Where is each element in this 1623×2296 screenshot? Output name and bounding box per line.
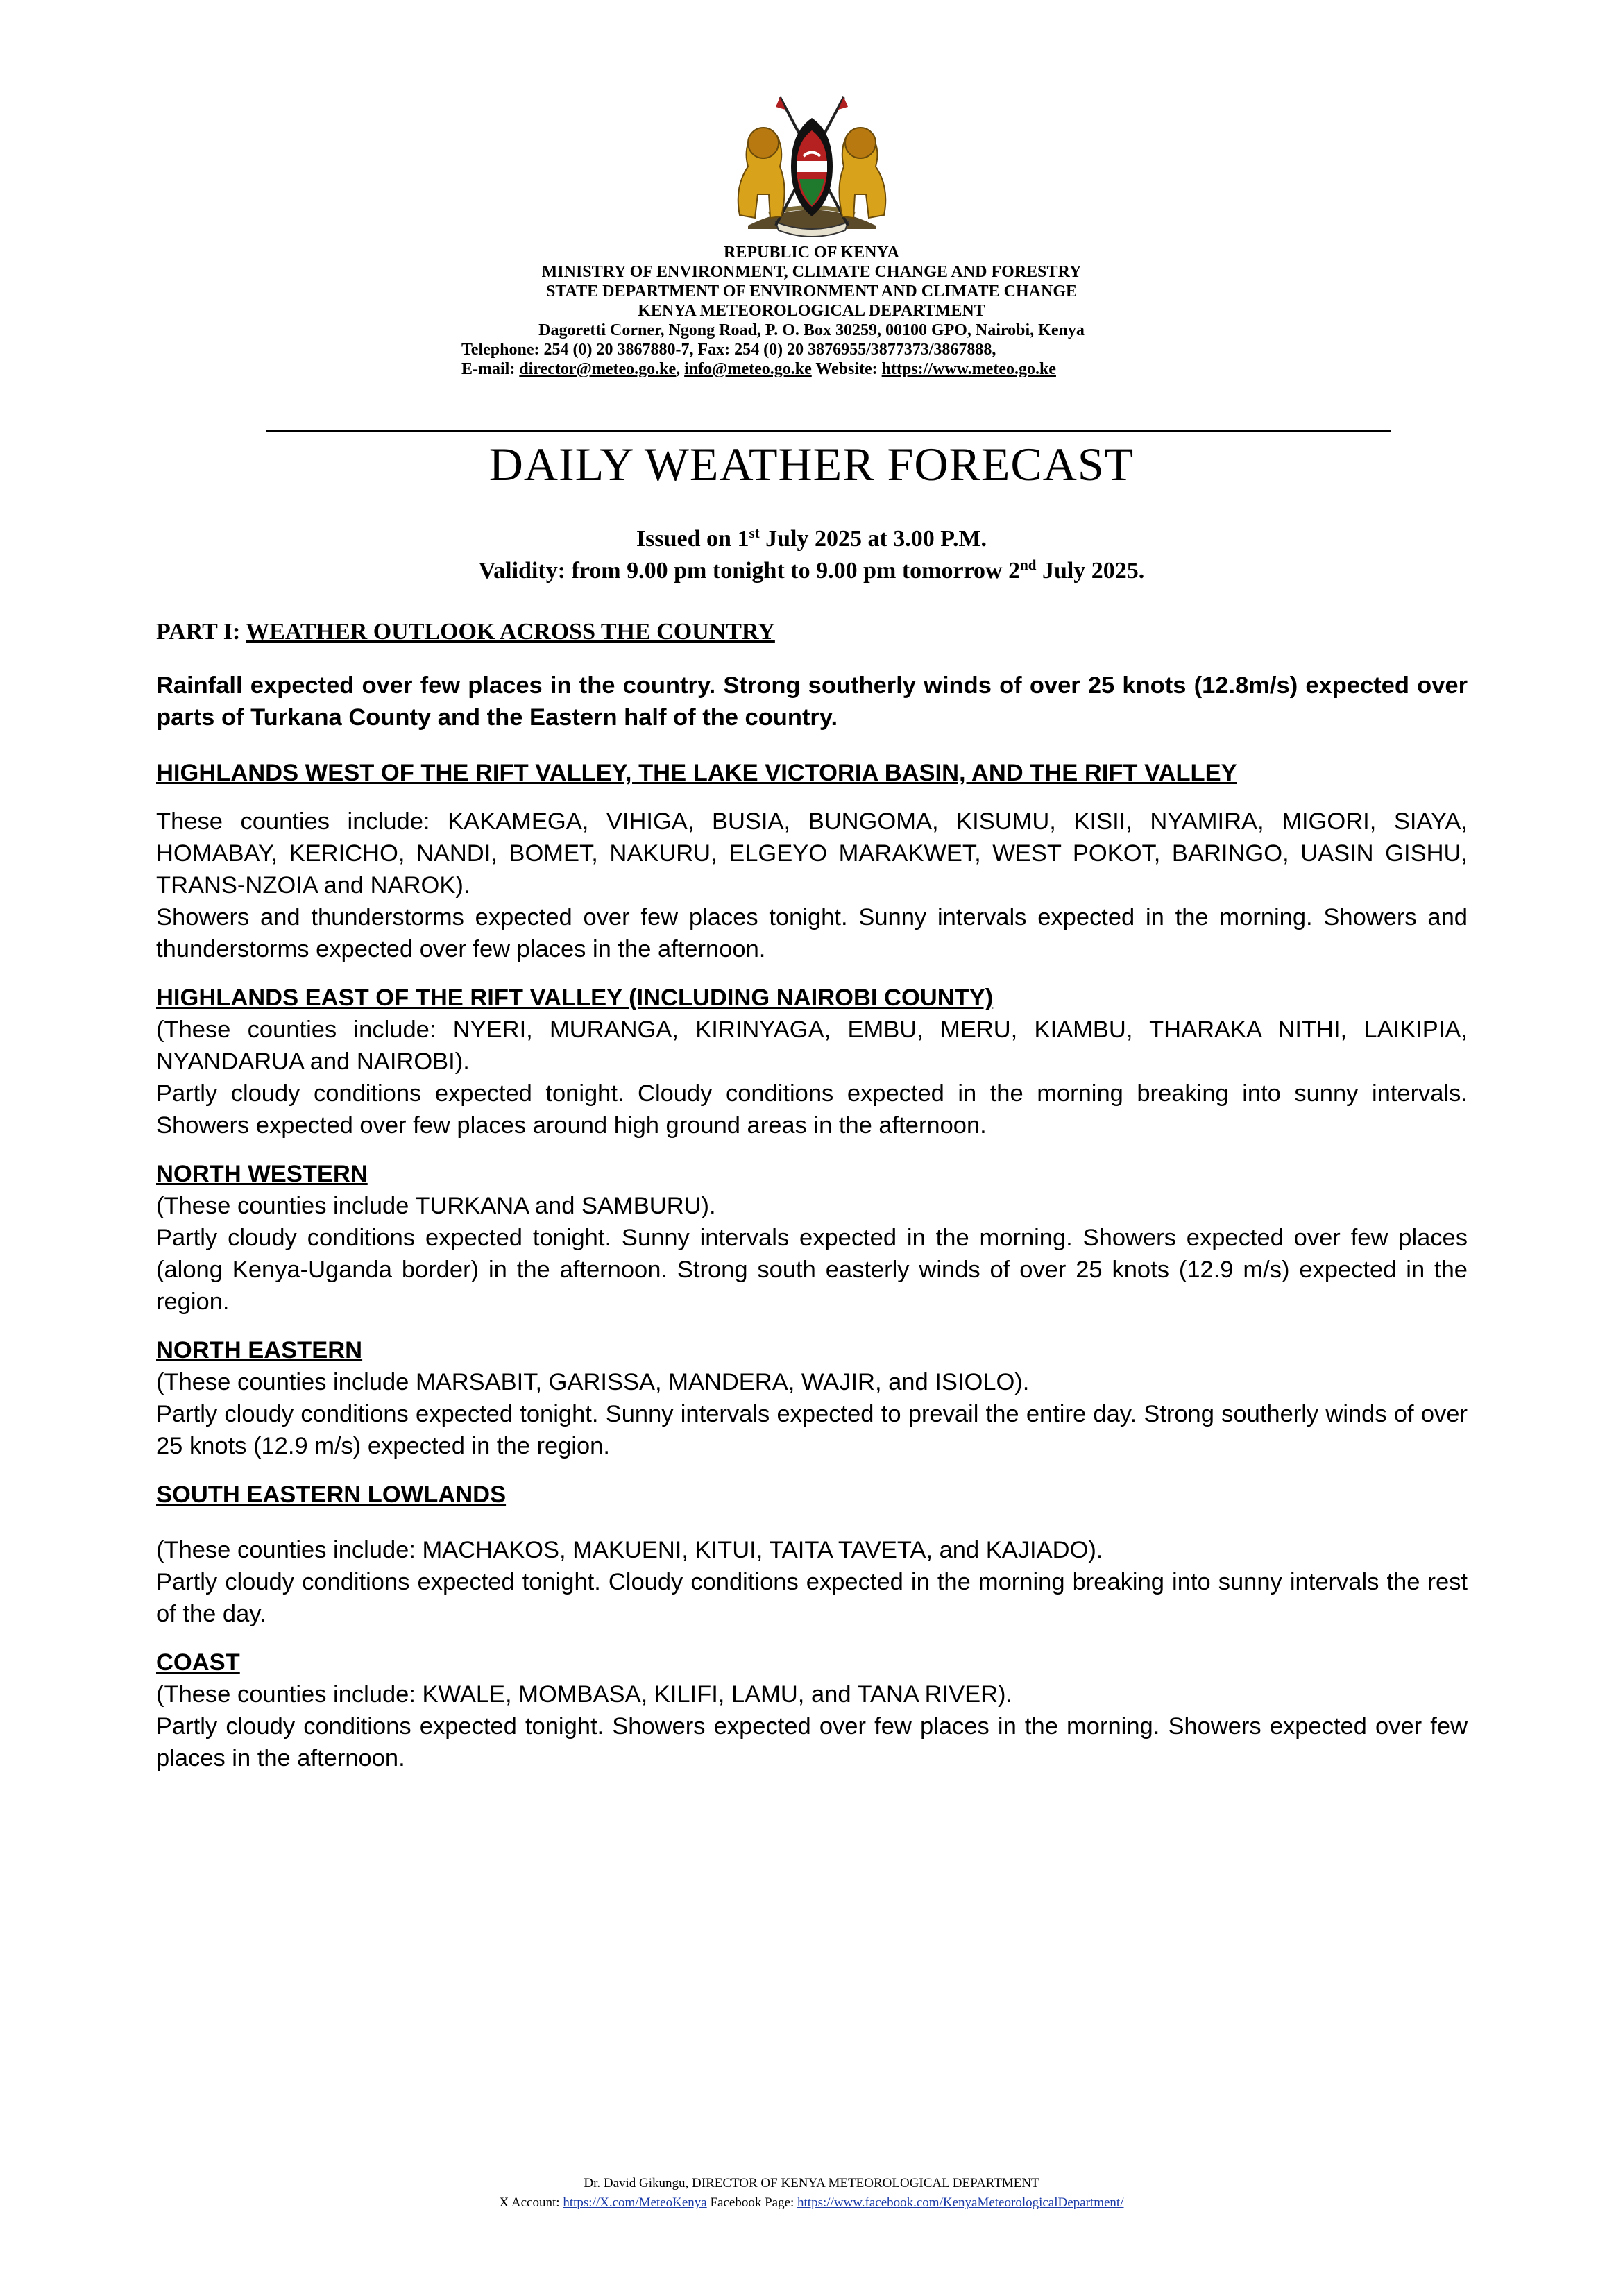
validity-ordinal: nd bbox=[1020, 556, 1037, 573]
outlook-summary: Rainfall expected over few places in the country. Strong southerly winds of over 25 knots (12.8m/s) expected over parts of Turkana County and the Eastern half of the country. bbox=[156, 672, 1468, 731]
issued-ordinal: st bbox=[749, 525, 760, 541]
email-link-info[interactable]: info@meteo.go.ke bbox=[684, 360, 812, 378]
region-heading: COAST bbox=[156, 1649, 240, 1676]
validity-line bbox=[0, 555, 1623, 587]
region-forecast: Partly cloudy conditions expected tonight. Showers expected over few places in the morning. Showers expected over few places in the afternoon. bbox=[156, 1713, 1468, 1771]
issued-line bbox=[0, 523, 1623, 555]
part-title: WEATHER OUTLOOK ACROSS THE COUNTRY bbox=[246, 619, 775, 645]
region-heading: SOUTH EASTERN LOWLANDS bbox=[156, 1481, 507, 1508]
region-counties: (These counties include: NYERI, MURANGA, KIRINYAGA, EMBU, MERU, KIAMBU, THARAKA NITHI, LAIKIPIA, NYANDARUA and NAIROBI). bbox=[156, 1017, 1468, 1075]
document-title: DAILY WEATHER FORECAST bbox=[488, 438, 1135, 491]
state-department-line: STATE DEPARTMENT OF ENVIRONMENT AND CLIMATE CHANGE bbox=[545, 282, 1077, 300]
header-divider bbox=[266, 430, 1391, 432]
forecast-body bbox=[156, 670, 1468, 1774]
validity-suffix: July 2025. bbox=[1036, 558, 1145, 584]
region-counties: (These counties include MARSABIT, GARISSA, MANDERA, WAJIR, and ISIOLO). bbox=[156, 1369, 1030, 1395]
contact-line bbox=[0, 359, 1623, 379]
region-heading: NORTH EASTERN bbox=[156, 1337, 363, 1363]
letterhead bbox=[0, 243, 1623, 379]
footer-signatory: Dr. David Gikungu, DIRECTOR OF KENYA METEOROLOGICAL DEPARTMENT bbox=[584, 2176, 1039, 2191]
x-account-link[interactable]: https://X.com/MeteoKenya bbox=[563, 2195, 707, 2210]
issued-suffix: July 2025 at 3.00 P.M. bbox=[759, 526, 987, 552]
region-heading: NORTH WESTERN bbox=[156, 1161, 368, 1187]
email-label: E-mail: bbox=[461, 360, 520, 378]
x-account-label: X Account: bbox=[499, 2195, 563, 2210]
validity-prefix: Validity: from 9.00 pm tonight to 9.00 pm tomorrow 2 bbox=[478, 558, 1021, 584]
issued-prefix: Issued on 1 bbox=[636, 526, 749, 552]
footer bbox=[0, 2174, 1623, 2213]
region-counties: (These counties include: KWALE, MOMBASA, KILIFI, LAMU, and TANA RIVER). bbox=[156, 1681, 1013, 1708]
region-forecast: Partly cloudy conditions expected tonight. Sunny intervals expected to prevail the entire day. Strong southerly winds of over 25 knots (12.9 m/s) expected in the region. bbox=[156, 1401, 1468, 1459]
address-line: Dagoretti Corner, Ngong Road, P. O. Box 30259, 00100 GPO, Nairobi, Kenya bbox=[538, 321, 1085, 339]
facebook-label: Facebook Page: bbox=[706, 2195, 798, 2210]
email-separator: , bbox=[676, 360, 685, 378]
ministry-line: MINISTRY OF ENVIRONMENT, CLIMATE CHANGE AND FORESTRY bbox=[541, 263, 1082, 281]
region-forecast: Partly cloudy conditions expected tonight. Cloudy conditions expected in the morning breaking into sunny intervals. Showers expected over few places around high ground areas in the afternoon. bbox=[156, 1080, 1468, 1139]
region-counties: These counties include: KAKAMEGA, VIHIGA, BUSIA, BUNGOMA, KISUMU, KISII, NYAMIRA, MIGORI, SIAYA, HOMABAY, KERICHO, NANDI, BOMET, NAKURU, ELGEYO MARAKWET, WEST POKOT, BARINGO, UASIN GISHU, TRANS-NZOIA and NAROK). bbox=[156, 808, 1468, 899]
telephone-line: Telephone: 254 (0) 20 3867880-7, Fax: 254 (0) 20 3876955/3877373/3867888, bbox=[461, 341, 996, 359]
region-counties: (These counties include: MACHAKOS, MAKUENI, KITUI, TAITA TAVETA, and KAJIADO). bbox=[156, 1537, 1103, 1563]
issue-info bbox=[0, 523, 1623, 587]
email-link-director[interactable]: director@meteo.go.ke bbox=[519, 360, 677, 378]
region-forecast: Showers and thunderstorms expected over few places tonight. Sunny intervals expected in the morning. Showers and thunderstorms expected over few places in the afternoon. bbox=[156, 904, 1468, 962]
region-counties: (These counties include TURKANA and SAMBURU). bbox=[156, 1193, 716, 1219]
department-line: KENYA METEOROLOGICAL DEPARTMENT bbox=[638, 302, 985, 320]
region-heading: HIGHLANDS WEST OF THE RIFT VALLEY, THE LAKE VICTORIA BASIN, AND THE RIFT VALLEY bbox=[156, 760, 1237, 786]
footer-social-links bbox=[0, 2193, 1623, 2213]
region-heading: HIGHLANDS EAST OF THE RIFT VALLEY (INCLUDING NAIROBI COUNTY) bbox=[156, 985, 994, 1011]
republic-line: REPUBLIC OF KENYA bbox=[724, 244, 899, 262]
website-link[interactable]: https://www.meteo.go.ke bbox=[881, 360, 1056, 378]
region-forecast: Partly cloudy conditions expected tonight. Sunny intervals expected in the morning. Showers expected over few places (along Kenya-Uganda border) in the afternoon. Strong south easterly winds of over 25 knots (12.9 m/s) expected in the region. bbox=[156, 1225, 1468, 1315]
facebook-page-link[interactable]: https://www.facebook.com/KenyaMeteorologicalDepartment/ bbox=[797, 2195, 1124, 2210]
region-forecast: Partly cloudy conditions expected tonight. Cloudy conditions expected in the morning breaking into sunny intervals the rest of the day. bbox=[156, 1569, 1468, 1627]
website-label: Website: bbox=[811, 360, 882, 378]
part-heading bbox=[156, 618, 775, 647]
part-label: PART I: bbox=[156, 619, 246, 645]
coat-of-arms-emblem bbox=[727, 90, 897, 239]
